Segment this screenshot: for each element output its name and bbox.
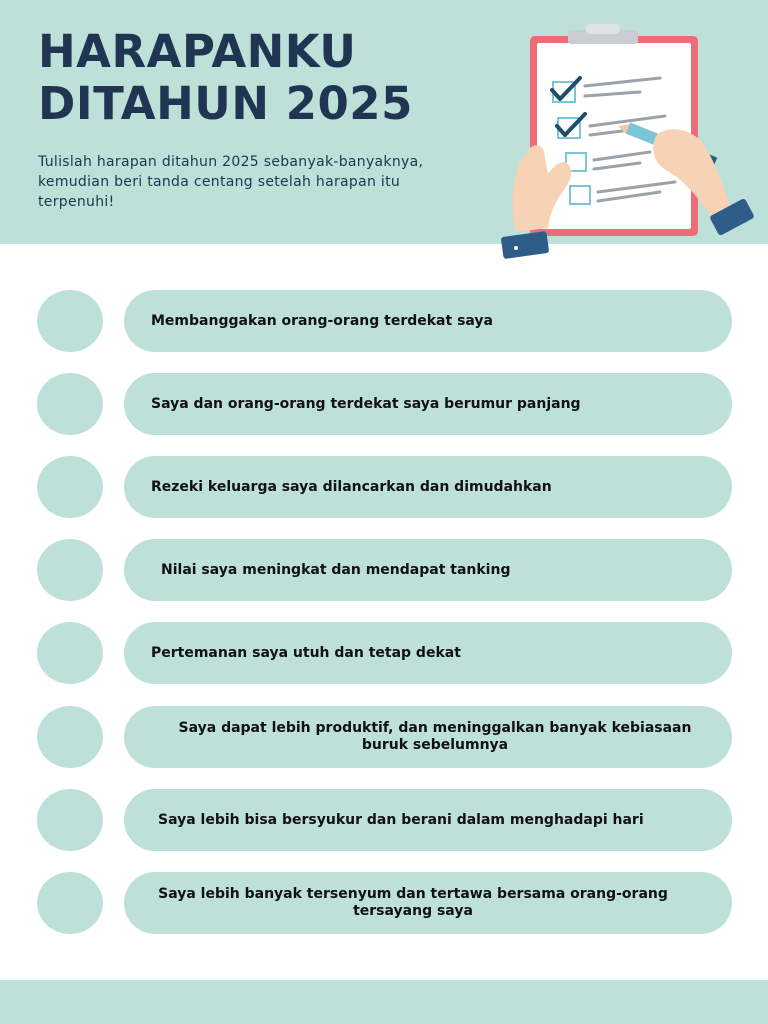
list-item-text: Saya dan orang-orang terdekat saya berumur panjang: [151, 395, 581, 412]
list-item: [124, 539, 732, 601]
list-item: [124, 456, 732, 518]
list-item-text: Membanggakan orang-orang terdekat saya: [151, 312, 493, 329]
checkbox-circle-5[interactable]: [37, 622, 103, 684]
list-item-text: Saya lebih banyak tersenyum dan tertawa bersama orang-orang tersayang saya: [158, 886, 668, 919]
checkbox-circle-3[interactable]: [37, 456, 103, 518]
list-item-text: Nilai saya meningkat dan mendapat tanking: [161, 561, 511, 578]
list-item: [124, 872, 732, 934]
checkbox-circle-2[interactable]: [37, 373, 103, 435]
checkbox-circle-1[interactable]: [37, 290, 103, 352]
title-line-2: DITAHUN 2025: [38, 77, 413, 130]
checkbox-circle-6[interactable]: [37, 706, 103, 768]
list-item-text: Saya lebih bisa bersyukur dan berani dalam menghadapi hari: [158, 811, 644, 828]
title-line-1: HARAPANKU: [38, 25, 357, 78]
list-item-text: Rezeki keluarga saya dilancarkan dan dimudahkan: [151, 478, 552, 495]
list-item-text: Saya dapat lebih produktif, dan meninggalkan banyak kebiasaan buruk sebelumnya: [178, 720, 692, 753]
checkbox-circle-7[interactable]: [37, 789, 103, 851]
checkbox-circle-8[interactable]: [37, 872, 103, 934]
checkbox-circle-4[interactable]: [37, 539, 103, 601]
list-item: [124, 373, 732, 435]
list-item: [124, 622, 732, 684]
list-item: [124, 290, 732, 352]
footer-band: [0, 980, 768, 1024]
list-item: [124, 706, 732, 768]
list-item-text: Pertemanan saya utuh dan tetap dekat: [151, 644, 461, 661]
list-item: [124, 789, 732, 851]
instructions-text: Tulislah harapan ditahun 2025 sebanyak-banyaknya, kemudian beri tanda centang setelah harapan itu terpenuhi!: [38, 154, 424, 210]
